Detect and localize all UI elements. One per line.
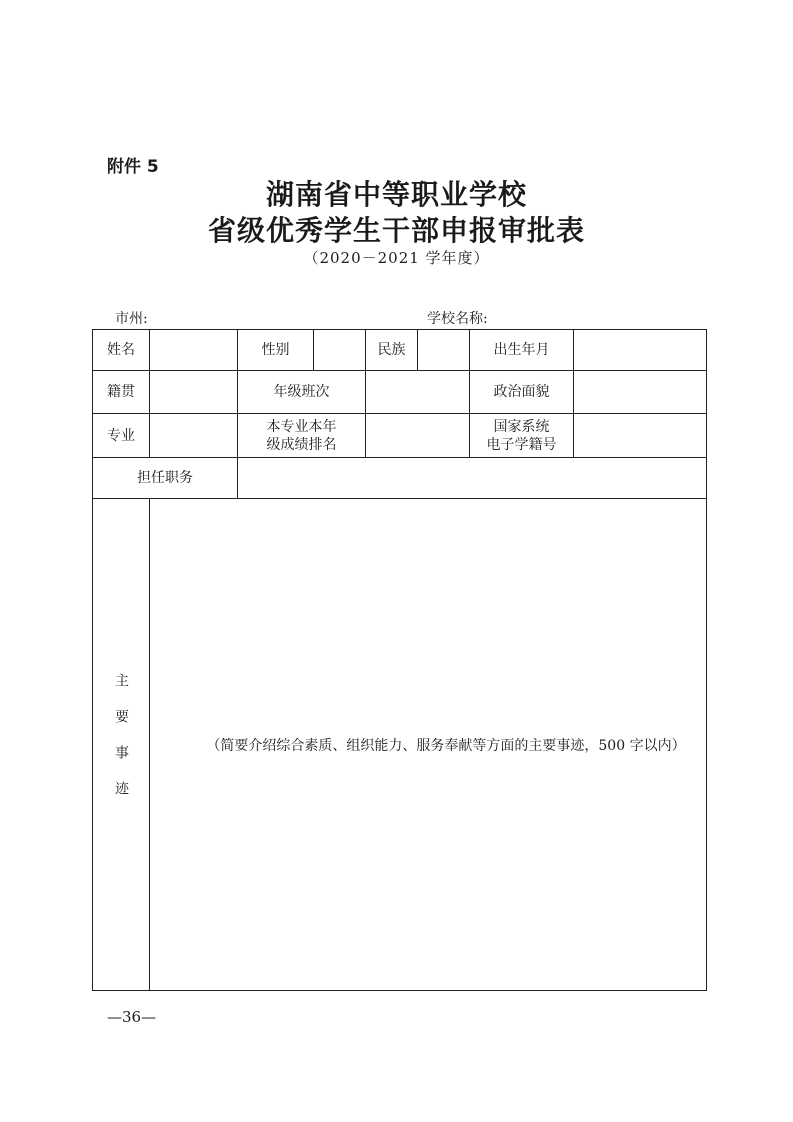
student-id-label-line-2: 电子学籍号 xyxy=(486,436,557,453)
deeds-hint: （简要介绍综合素质、组织能力、服务奉献等方面的主要事迹，500 字以内） xyxy=(206,738,686,754)
form-row-duty xyxy=(93,458,707,499)
grade-class-field[interactable] xyxy=(366,371,470,414)
birth-field[interactable] xyxy=(574,330,707,371)
form-row-deeds xyxy=(93,499,707,991)
title-line-2: 省级优秀学生干部申报审批表 xyxy=(207,214,585,247)
page-number: —36— xyxy=(107,1008,157,1026)
political-status-field[interactable] xyxy=(574,371,707,414)
city-label: 市州: xyxy=(115,311,148,327)
student-id-label xyxy=(470,414,574,458)
rank-label-line-1: 本专业本年 xyxy=(266,418,337,435)
application-form xyxy=(92,329,707,991)
form-row-study xyxy=(93,414,707,458)
major-label: 专业 xyxy=(93,414,150,458)
gender-label: 性别 xyxy=(238,330,314,371)
rank-label xyxy=(238,414,366,458)
birth-label: 出生年月 xyxy=(470,330,574,371)
form-row-origin xyxy=(93,371,707,414)
major-field[interactable] xyxy=(150,414,238,458)
title-line-1: 湖南省中等职业学校 xyxy=(265,178,527,211)
native-place-label: 籍贯 xyxy=(93,371,150,414)
attachment-label: 附件 5 xyxy=(107,157,159,177)
deeds-field[interactable] xyxy=(150,499,707,991)
gender-field[interactable] xyxy=(314,330,366,371)
grade-class-label: 年级班次 xyxy=(238,371,366,414)
deeds-label: 主要事迹 xyxy=(93,499,150,991)
ethnicity-label: 民族 xyxy=(366,330,418,371)
rank-field[interactable] xyxy=(366,414,470,458)
school-year: （2020－2021 学年度） xyxy=(303,249,490,267)
form-row-basic xyxy=(93,330,707,371)
duty-label: 担任职务 xyxy=(93,458,238,499)
native-place-field[interactable] xyxy=(150,371,238,414)
name-field[interactable] xyxy=(150,330,238,371)
name-label: 姓名 xyxy=(93,330,150,371)
ethnicity-field[interactable] xyxy=(418,330,470,371)
school-name-label: 学校名称: xyxy=(427,311,488,327)
duty-field[interactable] xyxy=(238,458,707,499)
student-id-field[interactable] xyxy=(574,414,707,458)
political-status-label: 政治面貌 xyxy=(470,371,574,414)
rank-label-line-2: 级成绩排名 xyxy=(266,436,337,453)
student-id-label-line-1: 国家系统 xyxy=(493,418,550,435)
